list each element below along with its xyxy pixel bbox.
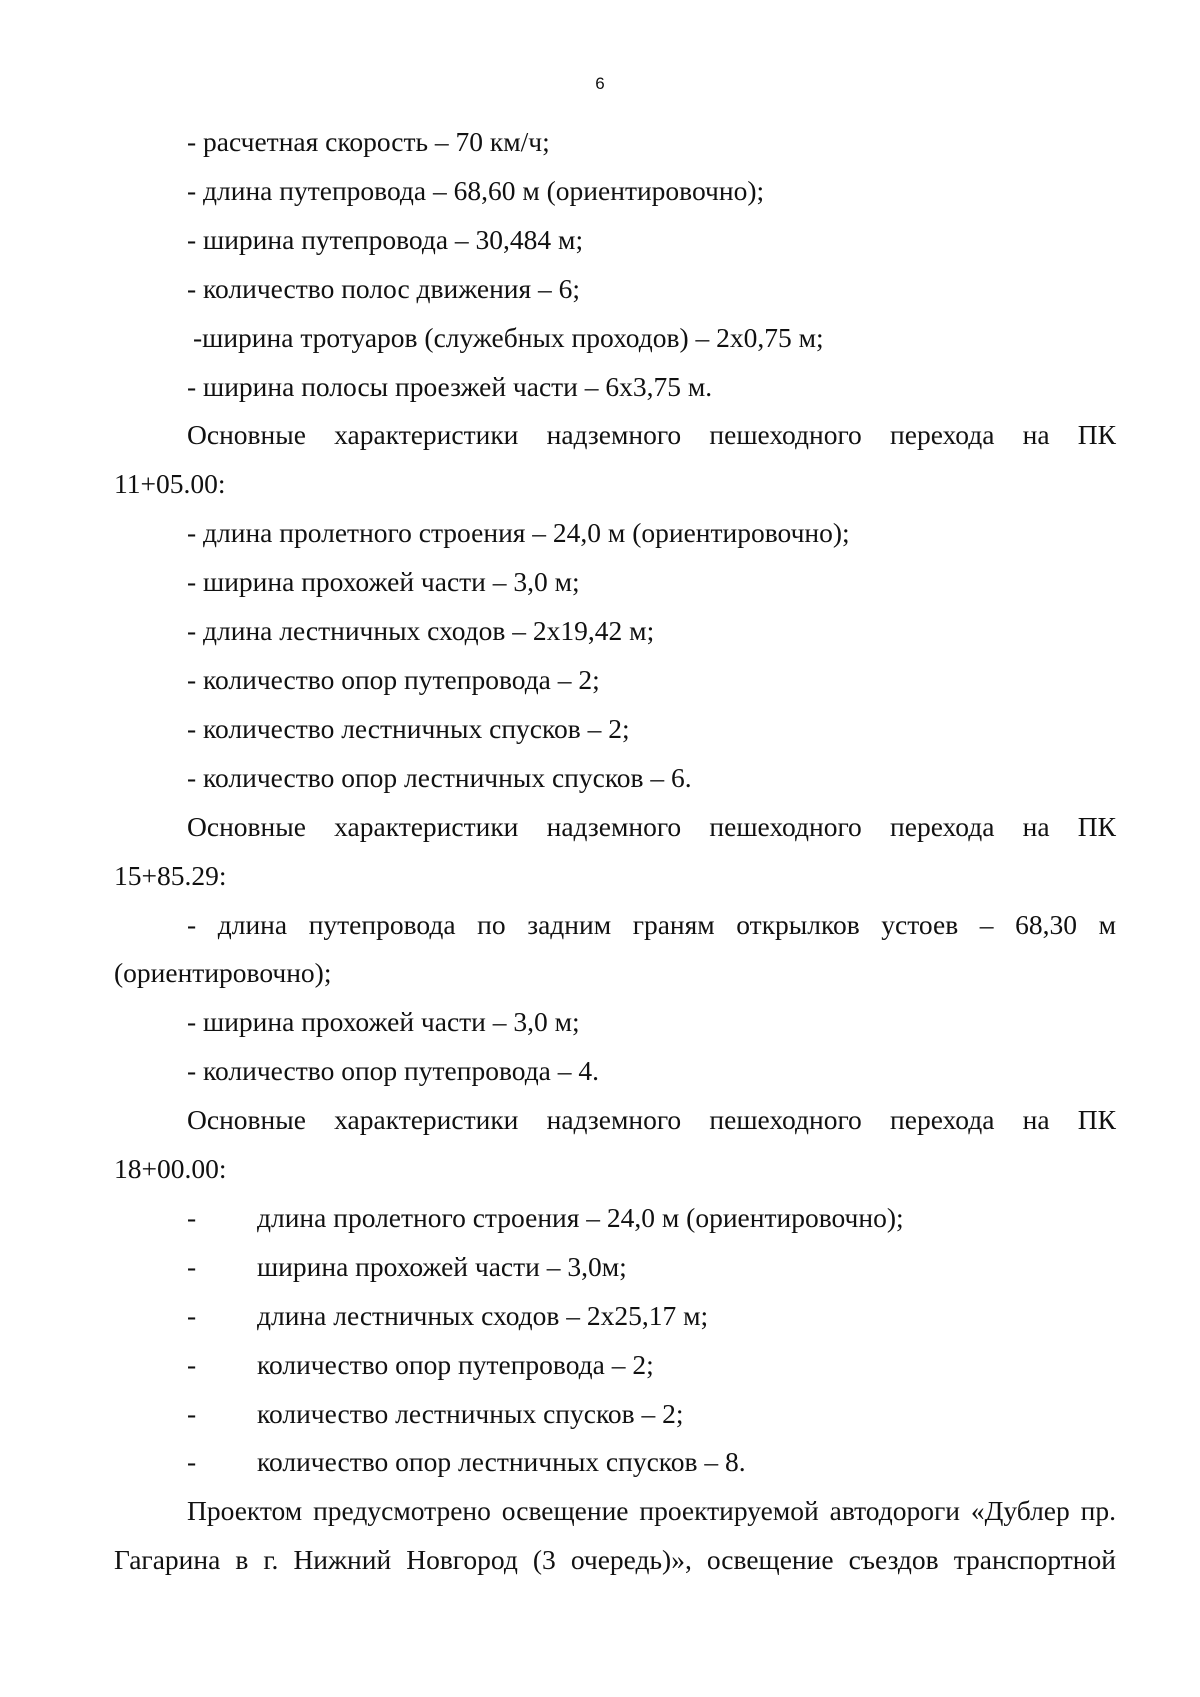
paragraph-line: Гагарина в г. Нижний Новгород (3 очередь)», освещение съездов транспортной [114,1544,1116,1576]
heading-line: 15+85.29: [114,859,227,891]
list-item: - количество опор лестничных спусков – 6. [187,761,692,793]
list-item [114,1292,1116,1341]
list-item-text: количество лестничных спусков – 2; [257,1397,684,1429]
list-item-text: длина пролетного строения – 24,0 м (ориентировочно); [257,1201,904,1233]
heading-line: 18+00.00: [114,1153,227,1185]
list-dash: - [187,1446,197,1478]
list-dash: - [187,1201,197,1233]
section-heading-pk-11 [114,411,1116,509]
heading-line: Основные характеристики надземного пешеходного перехода на ПК [187,419,1116,451]
list-item [114,1438,1116,1487]
list-item: - количество опор путепровода – 4. [187,1055,600,1087]
list-item-text: ширина прохожей части – 3,0м; [257,1250,627,1282]
list-item-continuation: (ориентировочно); [114,957,332,989]
list-item: - длина путепровода – 68,60 м (ориентировочно); [187,174,765,206]
heading-line: Основные характеристики надземного пешеходного перехода на ПК [187,1104,1116,1136]
list-item: - длина пролетного строения – 24,0 м (ориентировочно); [187,517,850,549]
heading-line: Основные характеристики надземного пешеходного перехода на ПК [187,810,1116,842]
list-item: - ширина прохожей части – 3,0 м; [187,566,580,598]
list-item [114,1243,1116,1292]
paragraph-line: Проектом предусмотрено освещение проектируемой автодороги «Дублер пр. [187,1495,1116,1527]
list-dash: - [187,1348,197,1380]
crossing-pk-15-list [114,901,1116,1097]
crossing-pk-11-list [114,509,1116,802]
list-item: - количество лестничных спусков – 2; [187,712,630,744]
list-item [114,1390,1116,1439]
list-dash: - [187,1299,197,1331]
document-body [114,118,1116,1585]
crossing-pk-18-list [114,1194,1116,1487]
list-item-text: длина лестничных сходов – 2х25,17 м; [257,1299,709,1331]
list-item: - количество полос движения – 6; [187,272,581,304]
section-heading-pk-18 [114,1096,1116,1194]
list-item: - количество опор путепровода – 2; [187,663,600,695]
list-item: - ширина путепровода – 30,484 м; [187,223,584,255]
page-number: 6 [595,74,605,93]
list-dash: - [187,1397,197,1429]
list-item: - ширина прохожей части – 3,0 м; [187,1006,580,1038]
closing-paragraph [114,1487,1116,1585]
heading-line: 11+05.00: [114,468,226,500]
list-item: -ширина тротуаров (служебных проходов) – 2х0,75 м; [193,321,824,353]
list-item [114,1341,1116,1390]
list-item: - длина лестничных сходов – 2х19,42 м; [187,615,655,647]
list-item: - расчетная скорость – 70 км/ч; [187,126,550,157]
list-item: - ширина полосы проезжей части – 6х3,75 м. [187,370,713,402]
section-heading-pk-15 [114,803,1116,901]
list-item-text: количество опор лестничных спусков – 8. [257,1446,746,1478]
list-item: - длина путепровода по задним граням открылков устоев – 68,30 м [187,908,1116,940]
speed-and-overpass-list [114,118,1116,411]
list-item-text: количество опор путепровода – 2; [257,1348,654,1380]
list-item [114,1194,1116,1243]
list-dash: - [187,1250,197,1282]
